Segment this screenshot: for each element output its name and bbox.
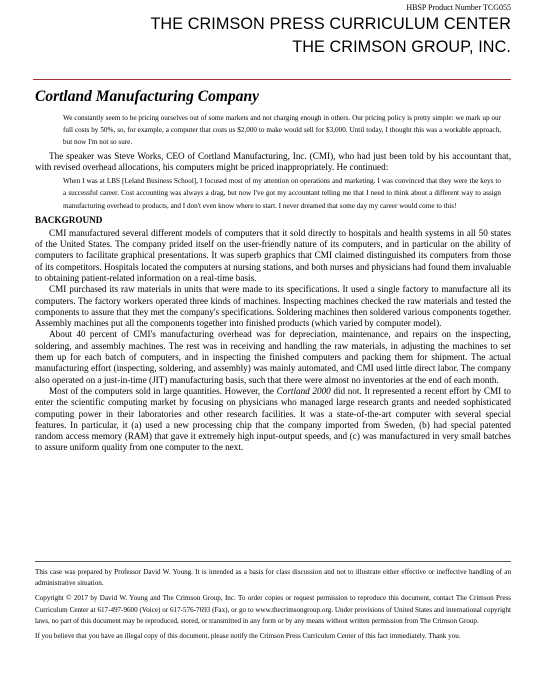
section-heading-background: BACKGROUND: [35, 214, 103, 225]
case-body: [35, 112, 511, 454]
background-paragraph-3: About 40 percent of CMI's manufacturing overhead was for depreciation, maintenance, and repairs on the inspecting, soldering, and assembly machines. The rest was in receiving and handling the raw materials, in adjusting the machines to set them up for each batch of computers, and in inspecting the finished computers and packing them for shipment. The actual manufacturing effort (inspecting, soldering, and assembly) was mainly automated, and CMI used little direct labor. The company also operated on a just-in-time (JIT) manufacturing basis, such that there were almost no inventories at the end of each month.: [35, 329, 511, 385]
paragraph-4-lead: Most of the computers sold in large quantities. However, the: [49, 385, 277, 396]
product-name-cortland-2000: Cortland 2000: [276, 385, 331, 396]
publisher-name: THE CRIMSON PRESS CURRICULUM CENTER: [150, 15, 511, 33]
header-divider: [33, 79, 511, 80]
speaker-paragraph: The speaker was Steve Works, CEO of Cortland Manufacturing, Inc. (CMI), who had just been told by his accountant that, with revised overhead allocations, his computers might be priced inappropriately. He continued:: [35, 150, 511, 172]
product-number: HBSP Product Number TCG055: [406, 3, 511, 12]
footer: [35, 567, 511, 646]
background-paragraph-4: [35, 386, 511, 454]
opening-quote: We constantly seem to be pricing ourselves out of some markets and not charging enough in others. Our pricing policy is pretty simple: we mark up our full costs by 50%, so, for example, a computer that costs us $2,000 to make would sell for $3,000. Until today, I thought this was a workable approach, but now I'm not so sure.: [63, 114, 501, 147]
footer-copyright: Copyright © 2017 by David W. Young and The Crimson Group, Inc. To order copies or request permission to reproduce this document, contact The Crimson Press Curriculum Center at 617-497-9600 (Voice) or 617-576-7693 (Fax), or go to www.thecrimsongroup.org. Under provisions of United States and international copyright laws, no part of this document may be reproduced, stored, or transmitted in any form or by any means without written permission from The Crimson Group.: [35, 594, 511, 625]
background-paragraph-1: CMI manufactured several different models of computers that it sold directly to hospitals and health systems in all 50 states of the United States. The company prided itself on the user-friendly nature of its computers, and in particular on the ability of computers to facilitate graphical presentations. It was superb graphics that CMI claimed distinguished its computers from those of its competitors. Hospitals located the computers at nursing stations, and both nurses and physicians had found them invaluable to obtaining patient-related information on a real-time basis.: [35, 227, 511, 283]
second-quote: When I was at LBS [Leland Business School], I focused most of my attention on operations and marketing. I was convinced that they were the keys to a successful career. Cost accounting was always a drag, but now I've got my accountant telling me that I need to think about a different way to assign manufacturing overhead to products, and I don't even know where to start. I never dreamed that some day my career would come to this!: [63, 177, 501, 210]
footer-divider: [35, 561, 511, 562]
background-paragraph-2: CMI purchased its raw materials in units that were made to its specifications. It used a single factory to manufacture all its computers. The factory workers operated three kinds of machines. Inspecting machines checked the raw materials and tested the components to assure that they met the company's specifications. Soldering machines then soldered various components together. Assembly machines put all the components together into finished products (which varied by computer model).: [35, 284, 511, 329]
paragraph-4-rest: did not. It represented a recent effort by CMI to enter the scientific computing market by focusing on physicians who managed large research grants and needed sophisticated computing power in their laboratories and other research facilities. It was a state-of-the-art computer with several special features. In particular, it (a) used a new processing chip that the company imported from Sweden, (b) had special patented random access memory (RAM) that gave it extremely high input-output speeds, and (c) was manufactured in very small batches to assure uniform quality from one computer to the next.: [35, 385, 511, 453]
footer-case-note: This case was prepared by Professor David W. Young. It is intended as a basis for class discussion and not to illustrate either effective or ineffective handling of an administrative situation.: [35, 568, 511, 588]
footer-illegal-copy-note: If you believe that you have an illegal copy of this document, please notify the Crimson Press Curriculum Center of this fact immediately. Thank you.: [35, 632, 461, 641]
case-title: Cortland Manufacturing Company: [35, 88, 259, 105]
group-name: THE CRIMSON GROUP, INC.: [292, 38, 511, 56]
